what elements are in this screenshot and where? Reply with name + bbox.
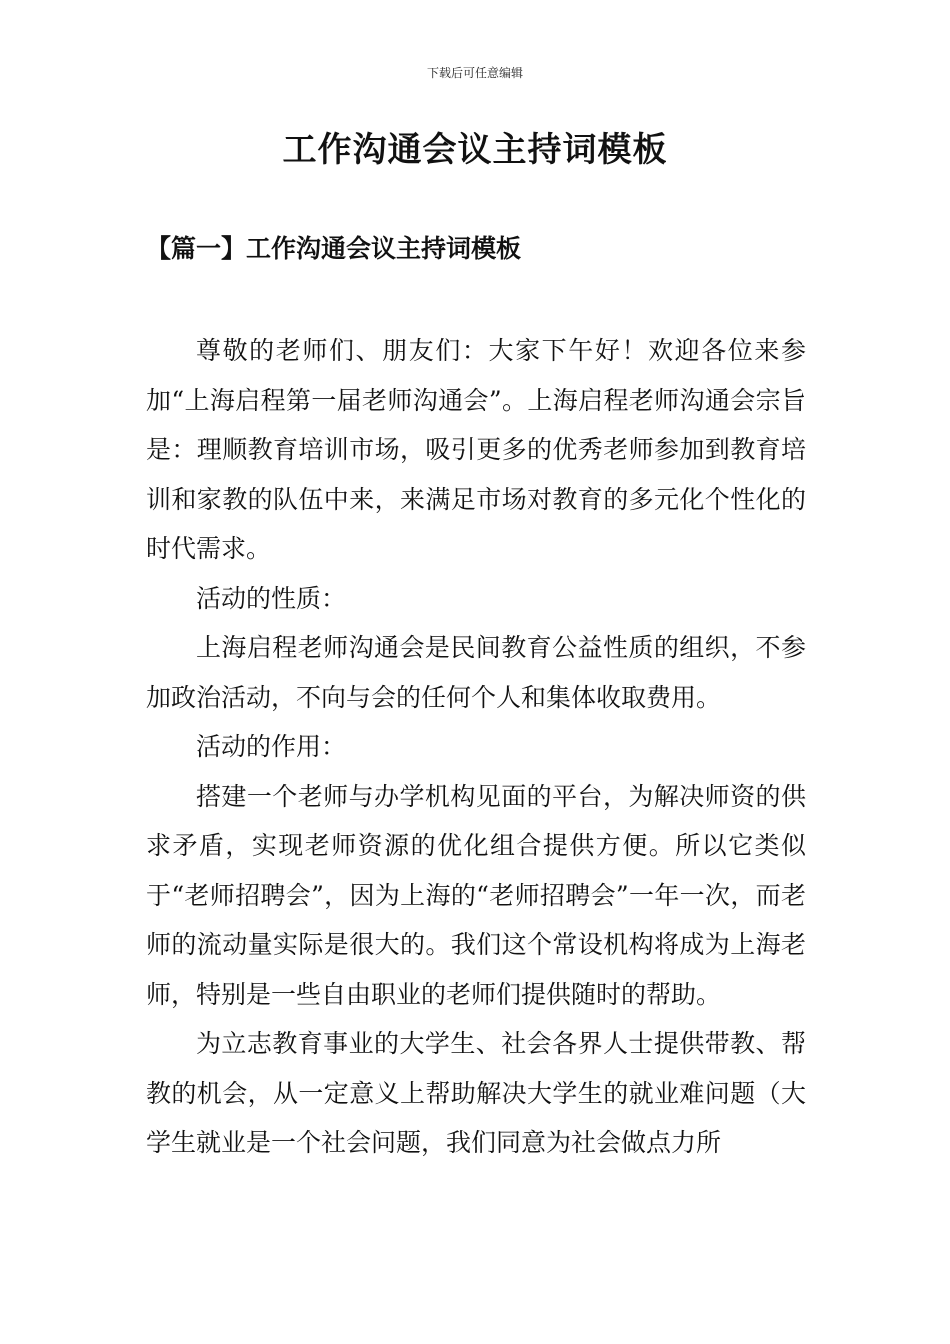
document-body [146, 326, 806, 1168]
document-title: 工作沟通会议主持词模板 [282, 130, 668, 170]
paragraph-nature: 上海启程老师沟通会是民间教育公益性质的组织，不参加政治活动，不向与会的任何个人和集体收取费用。 [146, 633, 806, 712]
header-note: 下载后可任意编辑 [426, 66, 523, 80]
paragraph-platform: 搭建一个老师与办学机构见面的平台，为解决师资的供求矛盾，实现老师资源的优化组合提供方便。所以它类似于“老师招聘会”，因为上海的“老师招聘会”一年一次，而老师的流动量实际是很大的。我们这个常设机构将成为上海老师，特别是一些自由职业的老师们提供随时的帮助。 [146, 781, 806, 1009]
paragraph-role-heading: 活动的作用： [196, 732, 347, 761]
section-heading: 【篇一】工作沟通会议主持词模板 [146, 234, 522, 263]
paragraph-students: 为立志教育事业的大学生、社会各界人士提供带教、帮教的机会，从一定意义上帮助解决大学生的就业难问题（大学生就业是一个社会问题，我们同意为社会做点力所 [146, 1029, 806, 1157]
paragraph-nature-heading: 活动的性质： [196, 583, 347, 613]
paragraph-welcome: 尊敬的老师们、朋友们：大家下午好！欢迎各位来参加“上海启程第一届老师沟通会”。上海启程老师沟通会宗旨是：理顺教育培训市场，吸引更多的优秀老师参加到教育培训和家教的队伍中来，来满足市场对教育的多元化个性化的时代需求。 [146, 336, 806, 563]
